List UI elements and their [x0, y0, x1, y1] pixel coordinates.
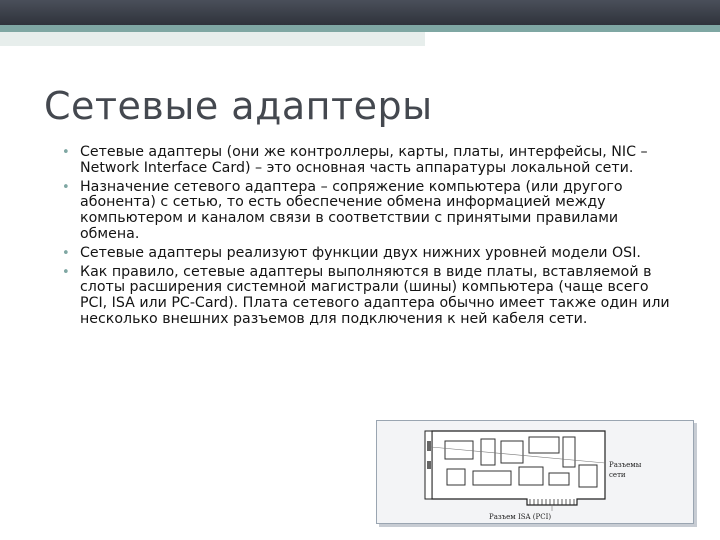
bullet-marker: •: [62, 145, 70, 160]
bullet-text: Назначение сетевого адаптера – сопряжение компьютера (или другого абонента) с сетью, то есть обеспечение обмена информацией между компьютером и каналом связи в соответствии с принятыми правилами обмена.: [80, 178, 623, 242]
label-connectors-2: сети: [609, 471, 626, 479]
chip: [529, 437, 559, 453]
connector-port: [427, 461, 431, 469]
network-card-figure: [376, 420, 694, 524]
chip: [563, 437, 575, 467]
label-bus-connector: Разъем ISA (PCI): [489, 513, 552, 521]
bullet-marker: •: [62, 264, 70, 280]
chip: [473, 471, 511, 485]
network-card-drawing: [377, 421, 693, 523]
chip: [445, 441, 473, 459]
connector-port: [427, 441, 431, 451]
bullet-item: [62, 145, 672, 177]
chip: [501, 441, 523, 463]
slide-title: Сетевые адаптеры: [44, 84, 433, 128]
chip: [579, 465, 597, 487]
bullet-item: [62, 180, 672, 243]
label-connectors-1: Разъемы: [609, 461, 642, 469]
chip: [519, 467, 543, 485]
top-decor-bar: [0, 0, 720, 25]
chip: [447, 469, 465, 485]
bullet-marker: •: [62, 245, 70, 261]
top-accent-stripe: [0, 25, 720, 32]
bullet-item: [62, 246, 672, 262]
bullet-text: Как правило, сетевые адаптеры выполняются в виде платы, вставляемой в слоты расширения системной магистрали (шины) компьютера (чаще всего PCI, ISA или PC-Card). Плата сетевого адаптера обычно имеет также один или несколько внешних разъемов для подключения к ней кабеля сети.: [80, 263, 670, 327]
bullet-text: Сетевые адаптеры реализуют функции двух нижних уровней модели OSI.: [80, 244, 641, 261]
bullet-list: [62, 145, 672, 331]
chip: [549, 473, 569, 485]
top-light-stripe: [0, 32, 425, 46]
bullet-item: [62, 265, 672, 328]
bullet-marker: •: [62, 179, 70, 195]
bullet-text: Сетевые адаптеры (они же контроллеры, карты, платы, интерфейсы, NIC – Network Interface Card) – это основная часть аппаратуры локальной сети.: [80, 144, 648, 176]
